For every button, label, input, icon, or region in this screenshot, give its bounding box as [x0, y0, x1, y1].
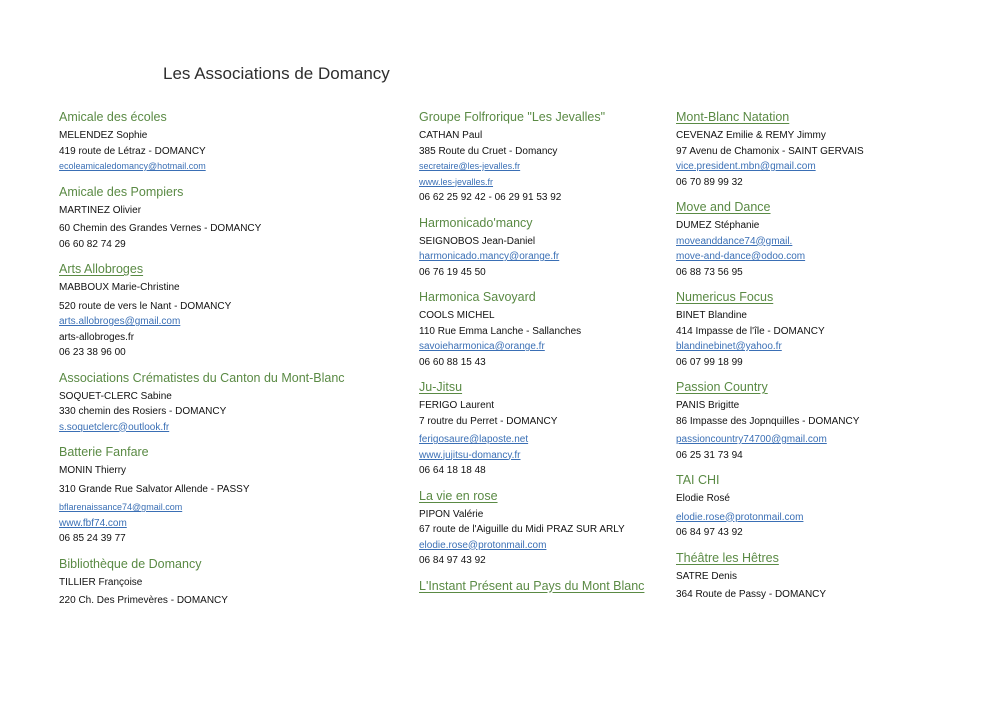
association-block — [419, 378, 669, 479]
contact-line: 06 64 18 18 48 — [419, 465, 486, 476]
association-name: Amicale des écoles — [59, 110, 167, 124]
contact-line: 414 Impasse de l'île - DOMANCY — [676, 325, 825, 337]
contact-link[interactable]: secretaire@les-jevalles.fr — [419, 161, 521, 171]
association-block — [59, 369, 389, 436]
association-name: Bibliothèque de Domancy — [59, 556, 202, 571]
contact-line: 06 84 97 43 92 — [676, 527, 743, 538]
contact-line: COOLS MICHEL — [419, 310, 495, 321]
contact-line: SATRE Denis — [676, 570, 737, 582]
association-block — [676, 198, 926, 280]
association-block — [59, 108, 389, 175]
contact-line: 220 Ch. Des Primevères - DOMANCY — [59, 595, 228, 606]
contact-line: 60 Chemin des Grandes Vernes - DOMANCY — [59, 223, 262, 234]
contact-line: MONIN Thierry — [59, 465, 127, 476]
contact-line: DUMEZ Stéphanie — [676, 220, 760, 231]
contact-link[interactable]: move-and-dance@odoo.com — [676, 251, 806, 262]
association-block — [676, 549, 926, 603]
contact-line: 364 Route de Passy - DOMANCY — [676, 589, 827, 600]
association-name: Amicale des Pompiers — [59, 184, 184, 199]
contact-line: CEVENAZ Emilie & REMY Jimmy — [676, 130, 826, 141]
contact-line: 86 Impasse des Jopnquilles - DOMANCY — [676, 415, 860, 427]
contact-line: 06 60 82 74 29 — [59, 238, 126, 250]
contact-line: 385 Route du Cruet - Domancy — [419, 145, 558, 157]
contact-line: Elodie Rosé — [676, 493, 730, 504]
association-block — [676, 108, 926, 190]
association-name: Arts Allobroges — [59, 262, 144, 276]
contact-line: MARTINEZ Olivier — [59, 204, 142, 216]
contact-link[interactable]: elodie.rose@protonmail.com — [419, 539, 547, 551]
association-block — [59, 443, 389, 547]
contact-line: 330 chemin des Rosiers - DOMANCY — [59, 406, 227, 417]
contact-line: 67 route de l'Aiguille du Midi PRAZ SUR ARLY — [419, 524, 625, 535]
contact-link[interactable]: www.fbf74.com — [59, 517, 127, 529]
contact-line: 310 Grande Rue Salvator Allende - PASSY — [59, 483, 250, 495]
column-3 — [676, 108, 926, 603]
association-name: Passion Country — [676, 380, 768, 394]
association-block — [419, 288, 669, 370]
association-name: Batterie Fanfare — [59, 445, 149, 459]
association-block — [419, 487, 669, 569]
contact-line: 110 Rue Emma Lanche - Sallanches — [419, 325, 582, 337]
contact-line: 520 route de vers le Nant - DOMANCY — [59, 300, 232, 312]
contact-line: MABBOUX Marie-Christine — [59, 282, 180, 293]
contact-line: 97 Avenu de Chamonix - SAINT GERVAIS — [676, 145, 864, 157]
contact-link[interactable]: moveanddance74@gmail. — [676, 235, 793, 247]
contact-line: FERIGO Laurent — [419, 400, 495, 411]
contact-line: PANIS Brigitte — [676, 400, 740, 411]
contact-line: 06 07 99 18 99 — [676, 356, 743, 368]
association-block — [676, 288, 926, 370]
contact-line: MELENDEZ Sophie — [59, 130, 148, 141]
contact-line: arts-allobroges.fr — [59, 331, 135, 343]
contact-link[interactable]: savoieharmonica@orange.fr — [419, 341, 545, 352]
association-name: Mont-Blanc Natation — [676, 110, 790, 124]
association-block — [59, 260, 389, 361]
association-name: Ju-Jitsu — [419, 380, 463, 394]
association-block — [59, 183, 389, 253]
association-name: Numericus Focus — [676, 290, 774, 304]
association-name: Harmonica Savoyard — [419, 290, 536, 304]
contact-line: BINET Blandine — [676, 310, 747, 321]
contact-line: 06 84 97 43 92 — [419, 555, 486, 566]
contact-line: CATHAN Paul — [419, 130, 483, 141]
association-name: La vie en rose — [419, 488, 498, 503]
association-block — [419, 577, 669, 595]
contact-link[interactable]: passioncountry74700@gmail.com — [676, 434, 827, 445]
association-name: Move and Dance — [676, 200, 771, 214]
contact-link[interactable]: elodie.rose@protonmail.com — [676, 511, 804, 523]
association-name: Théâtre les Hêtres — [676, 550, 779, 565]
contact-link[interactable]: ecoleamicaledomancy@hotmail.com — [59, 161, 206, 171]
contact-line: 7 routre du Perret - DOMANCY — [419, 415, 558, 427]
contact-line: 419 route de Létraz - DOMANCY — [59, 145, 206, 157]
contact-link[interactable]: vice.president.mbn@gmail.com — [676, 161, 816, 172]
contact-line: 06 25 31 73 94 — [676, 449, 743, 461]
association-block — [419, 108, 669, 206]
association-block — [676, 471, 926, 541]
association-name: L'Instant Présent au Pays du Mont Blanc — [419, 578, 645, 593]
association-block — [419, 214, 669, 281]
contact-line: TILLIER Françoise — [59, 576, 143, 588]
contact-line: SOQUET-CLERC Sabine — [59, 390, 172, 402]
column-2 — [419, 108, 669, 597]
association-name: Associations Crématistes du Canton du Mont-Blanc — [59, 370, 345, 385]
contact-line: 06 70 89 99 32 — [676, 176, 743, 188]
association-name: Groupe Folfrorique "Les Jevalles" — [419, 110, 606, 124]
association-name: Harmonicado'mancy — [419, 215, 533, 230]
contact-link[interactable]: www.les-jevalles.fr — [419, 176, 494, 187]
association-block — [59, 555, 389, 609]
contact-line: 06 23 38 96 00 — [59, 347, 126, 358]
contact-line: 06 88 73 56 95 — [676, 266, 743, 278]
association-block — [676, 378, 926, 463]
contact-link[interactable]: arts.allobroges@gmail.com — [59, 316, 181, 327]
contact-line: SEIGNOBOS Jean-Daniel — [419, 235, 536, 247]
contact-link[interactable]: www.jujitsu-domancy.fr — [419, 449, 521, 461]
contact-line: 06 85 24 39 77 — [59, 533, 126, 544]
contact-link[interactable]: s.soquetclerc@outlook.fr — [59, 421, 170, 433]
contact-line: 06 60 88 15 43 — [419, 356, 486, 368]
contact-link[interactable]: blandinebinet@yahoo.fr — [676, 341, 782, 352]
association-name: TAI CHI — [676, 473, 720, 487]
page-title: Les Associations de Domancy — [163, 64, 390, 83]
contact-link[interactable]: harmonicado.mancy@orange.fr — [419, 251, 560, 262]
contact-link[interactable]: bflarenaissance74@gmail.com — [59, 502, 183, 512]
contact-line: 06 62 25 92 42 - 06 29 91 53 92 — [419, 192, 562, 203]
contact-line: 06 76 19 45 50 — [419, 266, 486, 278]
contact-line: PIPON Valérie — [419, 508, 484, 520]
column-1 — [59, 108, 389, 609]
contact-link[interactable]: ferigosaure@laposte.net — [419, 434, 529, 445]
